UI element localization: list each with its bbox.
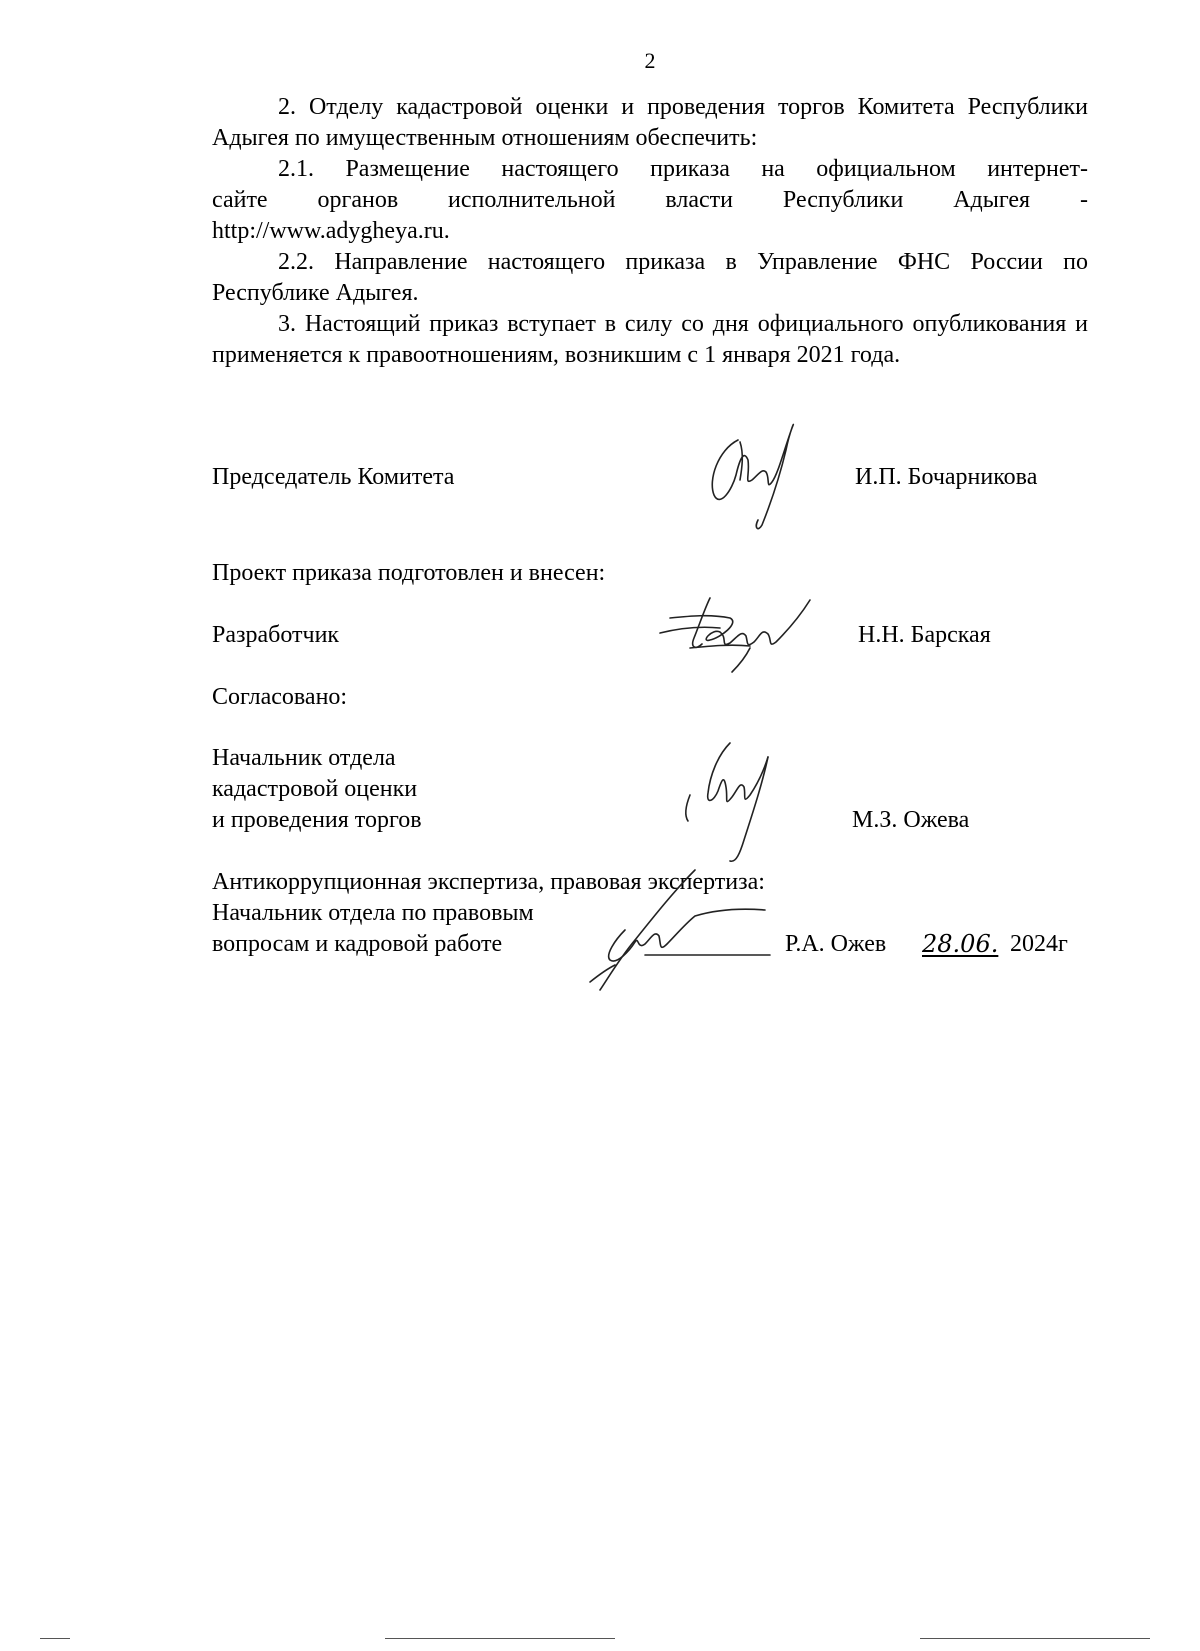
scan-artifact-line xyxy=(385,1638,615,1639)
head-legal-name: Р.А. Ожев xyxy=(785,931,887,957)
paragraph-2-1-line-2: сайте органов исполнительной власти Республики Адыгея - xyxy=(212,187,1088,213)
paragraph-2-1-url: http://www.adygheya.ru. xyxy=(212,218,450,244)
head-legal-signature xyxy=(575,860,775,1000)
page-number: 2 xyxy=(644,48,656,73)
paragraph-2-1-line-1: 2.1. Размещение настоящего приказа на официальном интернет- xyxy=(278,156,1088,182)
chairman-name: И.П. Бочарникова xyxy=(855,464,1038,490)
head-legal-position-line-2: вопросам и кадровой работе xyxy=(212,931,503,957)
paragraph-2: 2. Отделу кадастровой оценки и проведения торгов Комитета Республики Адыгея по имущественным отношениям обеспечить: xyxy=(212,94,1088,151)
chairman-position: Председатель Комитета xyxy=(212,464,455,490)
expertise-label: Антикоррупционная экспертиза, правовая экспертиза: xyxy=(212,869,765,895)
year-suffix: 2024г xyxy=(1010,931,1068,957)
handwritten-date: 28.06. xyxy=(922,930,999,958)
chairman-signature xyxy=(700,420,820,535)
head-legal-position-line-1: Начальник отдела по правовым xyxy=(212,900,534,926)
head-cadastral-name: М.З. Ожева xyxy=(852,807,970,833)
developer-name: Н.Н. Барская xyxy=(858,622,991,648)
head-cadastral-position-line-2: кадастровой оценки xyxy=(212,776,418,802)
head-legal-position xyxy=(212,898,534,960)
developer-position: Разработчик xyxy=(212,622,340,648)
paragraph-3: 3. Настоящий приказ вступает в силу со дня официального опубликования и применяется к правоотношениям, возникшим с 1 января 2021 года. xyxy=(212,311,1088,368)
head-cadastral-position xyxy=(212,743,422,836)
scan-artifact-line xyxy=(920,1638,1150,1639)
scan-artifact-line xyxy=(40,1638,70,1639)
agreed-label: Согласовано: xyxy=(212,684,348,710)
head-cadastral-signature xyxy=(670,735,790,870)
order-body xyxy=(212,92,1088,371)
prepared-label: Проект приказа подготовлен и внесен: xyxy=(212,560,606,586)
head-cadastral-position-line-3: и проведения торгов xyxy=(212,807,422,833)
paragraph-2-2: 2.2. Направление настоящего приказа в Управление ФНС России по Республике Адыгея. xyxy=(212,249,1088,306)
developer-signature xyxy=(650,588,830,678)
head-cadastral-position-line-1: Начальник отдела xyxy=(212,745,396,771)
